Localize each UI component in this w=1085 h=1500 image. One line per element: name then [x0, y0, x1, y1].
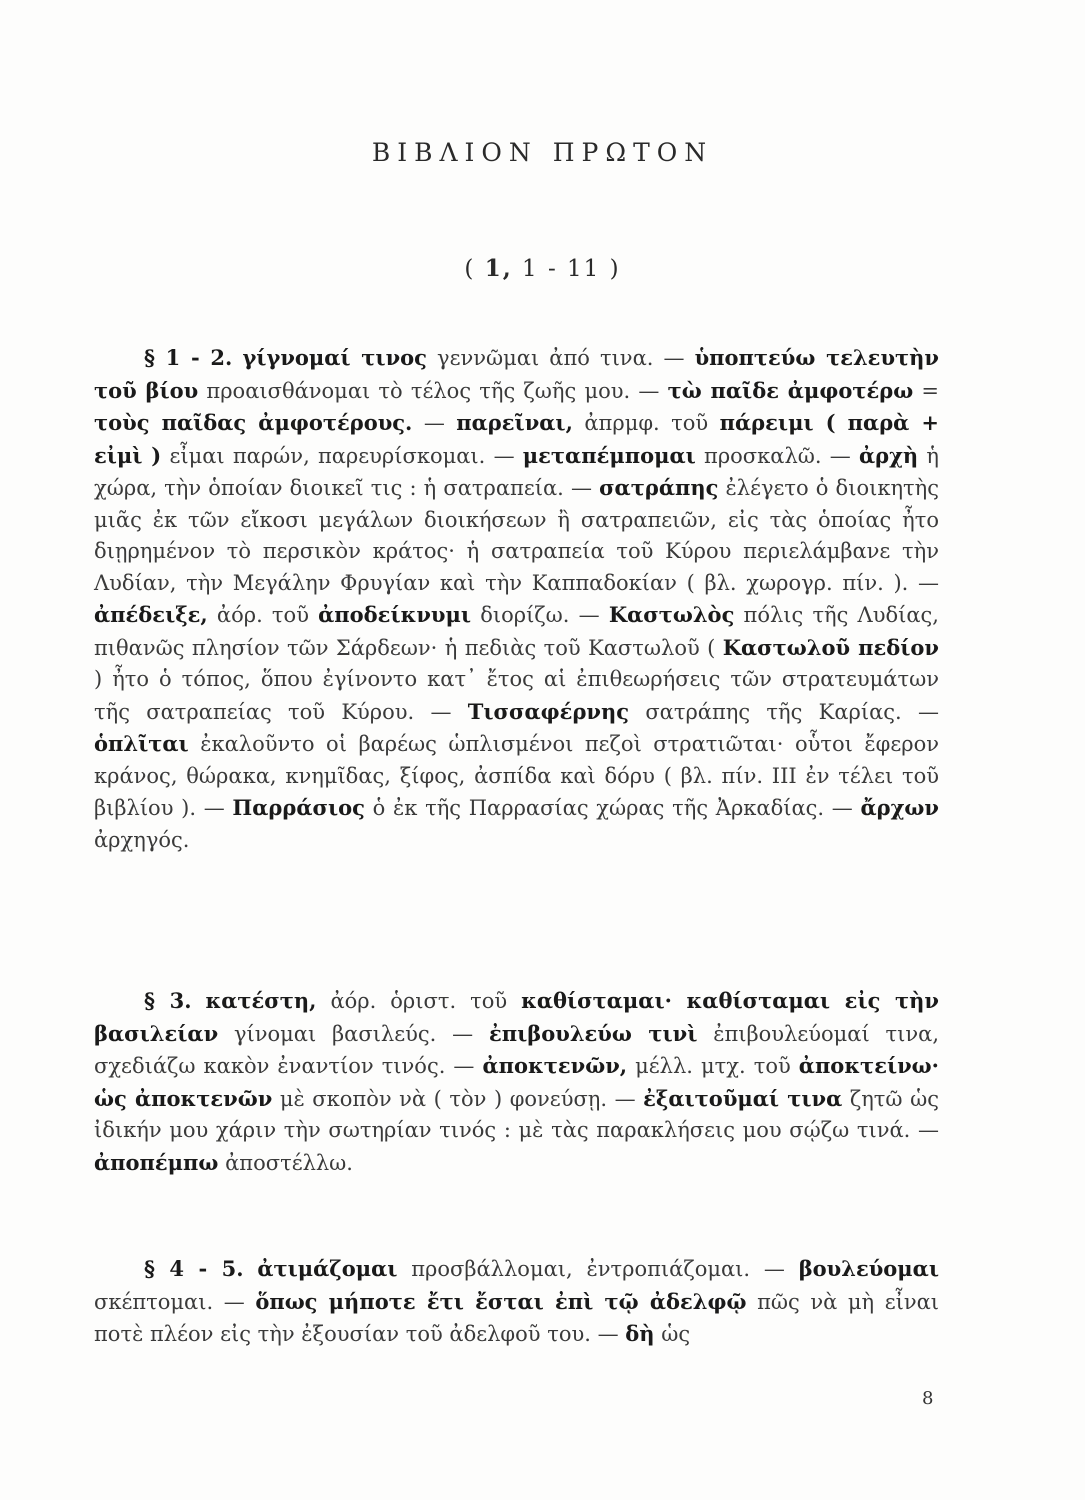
- chapter-reference: [0, 255, 1085, 282]
- section-3: [94, 985, 939, 1179]
- definition: ἀρχηγός.: [94, 827, 190, 852]
- definition: ἐκαλοῦντο οἱ βαρέως ὡπλισμένοι πεζοὶ στρατιῶται· οὗτοι ἔφερον κράνος, θώρακα, κνημῖδας, ξίφος, ἀσπίδα καὶ δόρυ ( βλ. πίν. III ἐν τέλει τοῦ βιβλίου ).: [94, 732, 939, 820]
- term: ἀποκτενῶν,: [482, 1053, 628, 1078]
- definition: γίνομαι βασιλεύς.: [233, 1021, 437, 1046]
- section-head: § 3.: [144, 988, 192, 1013]
- term: ἄρχων: [860, 795, 939, 820]
- definition: ἡ χώρα, τὴν ὁποίαν διοικεῖ τις : ἡ σατραπεία.: [94, 443, 940, 500]
- separator: —: [750, 1257, 799, 1281]
- term: γίγνομαί τινος: [242, 345, 427, 370]
- term: δὴ: [625, 1321, 655, 1346]
- separator: —: [196, 796, 233, 820]
- section-head: § 4 - 5.: [144, 1256, 244, 1281]
- separator: —: [607, 1086, 644, 1111]
- term: τοὺς παῖδας ἀμφοτέρους.: [94, 410, 413, 435]
- definition: ὁ ἐκ τῆς Παρρασίας χώρας τῆς Ἀρκαδίας.: [372, 796, 825, 820]
- definition: ἐλέγετο ὁ διοικητὴς μιᾶς ἐκ τῶν εἴκοσι μεγάλων διοικήσεων ἢ σατραπειῶν, εἰς τὰς ὁποίας ἦτο διῃρημένον τὸ περσικὸν κράτος· ἡ σατραπεία τοῦ Κύρου περιελάμβανε τὴν Λυδίαν, τὴν Μεγάλην Φρυγίαν καὶ τὴν Καππαδοκίαν ( βλ. χωρογρ. πίν. ).: [94, 476, 939, 595]
- definition: εἶμαι παρών, παρευρίσκομαι.: [169, 443, 486, 468]
- book-title: ΒΙΒΛΙΟΝ ΠΡΩΤΟΝ: [371, 138, 714, 167]
- term: ἀρχὴ: [858, 442, 919, 468]
- term: ἀποπέμπω: [94, 1149, 219, 1175]
- term: Καστωλοῦ πεδίον: [722, 634, 939, 660]
- definition: πῶς νὰ μὴ εἶναι ποτὲ πλέον εἰς τὴν ἐξουσίαν τοῦ ἀδελφοῦ του.: [94, 1289, 940, 1346]
- separator: —: [653, 346, 695, 370]
- term: πάρειμι ( παρὰ + εἰμὶ ): [94, 410, 940, 468]
- separator: —: [569, 603, 609, 627]
- definition: =: [913, 378, 939, 403]
- definition: γεννῶμαι ἀπό τινα.: [437, 346, 654, 370]
- definition: σατράπης τῆς Καρίας.: [645, 699, 902, 724]
- term: ὑποπτεύω τελευτὴν τοῦ βίου: [94, 345, 939, 403]
- section-paragraph: [94, 1253, 939, 1351]
- page-number: 8: [922, 1388, 934, 1409]
- section-paragraph: [94, 342, 939, 856]
- definition: ἀόρ. τοῦ: [216, 603, 309, 627]
- term: τὼ παῖδε ἀμφοτέρω: [667, 377, 914, 403]
- separator: —: [901, 699, 939, 724]
- separator: —: [590, 1322, 626, 1346]
- term: ἐπιβουλεύω τινὶ: [489, 1020, 698, 1046]
- term: ἐξαιτοῦμαί τινα: [643, 1085, 843, 1111]
- term: Παρράσιος: [232, 795, 365, 820]
- term: ἀποδείκνυμι: [318, 602, 472, 627]
- definition: ζητῶ ὡς ἰδικήν μου χάριν τὴν σωτηρίαν τινός : μὲ τὰς παρακλήσεις μου σῴζω τινά.: [94, 1086, 939, 1142]
- separator: —: [630, 378, 668, 403]
- separator: —: [414, 699, 468, 724]
- term: ὁπλῖται: [94, 731, 189, 756]
- section-4-5: [94, 1253, 939, 1351]
- section-head: § 1 - 2.: [144, 345, 233, 370]
- definition: προσβάλλομαι, ἐντροπιάζομαι.: [411, 1257, 751, 1281]
- definition: μὲ σκοπὸν νὰ ( τὸν ) φονεύσῃ.: [279, 1086, 608, 1111]
- term: ἀποκτείνω· ὡς ἀποκτενῶν: [94, 1053, 939, 1111]
- definition: μέλλ. μτχ. τοῦ: [635, 1054, 791, 1078]
- separator: —: [908, 570, 939, 595]
- separator: —: [821, 443, 859, 468]
- term: σατράπης: [599, 475, 719, 500]
- separator: —: [213, 1289, 256, 1314]
- separator: —: [910, 1118, 940, 1142]
- definition: ἀόρ. ὁριστ. τοῦ: [330, 989, 508, 1013]
- separator: —: [412, 411, 457, 435]
- term: μεταπέμπομαι: [522, 442, 696, 468]
- term: καθίσταμαι· καθίσταμαι εἰς τὴν βασιλείαν: [94, 988, 939, 1046]
- definition: προαισθάνομαι τὸ τέλος τῆς ζωῆς μου.: [206, 378, 631, 403]
- definition: ἀποστέλλω.: [225, 1150, 353, 1175]
- separator: —: [445, 1054, 483, 1078]
- definition: σκέπτομαι.: [94, 1289, 214, 1314]
- term: Καστωλὸς: [608, 602, 735, 627]
- definition: ἐπιβουλεύομαί τινα, σχεδιάζω κακὸν ἐναντίον τινός.: [94, 1021, 939, 1078]
- section-1-2: [94, 342, 939, 856]
- term: ἀπέδειξε,: [94, 602, 208, 627]
- definition: ὡς: [661, 1322, 691, 1346]
- separator: —: [563, 476, 600, 500]
- term: βουλεύομαι: [798, 1256, 939, 1281]
- definition: πόλις τῆς Λυδίας, πιθανῶς πλησίον τῶν Σάρδεων· ἡ πεδιὰς τοῦ Καστωλοῦ (: [94, 603, 939, 660]
- term: Τισσαφέρνης: [467, 698, 630, 724]
- chapter-ref-open: (: [464, 256, 485, 282]
- term: ἀτιμάζομαι: [257, 1256, 398, 1281]
- term: κατέστη,: [205, 988, 317, 1013]
- separator: —: [824, 796, 861, 820]
- term: ὅπως μήποτε ἔτι ἔσται ἐπὶ τῷ ἀδελφῷ: [255, 1288, 747, 1314]
- section-paragraph: [94, 985, 939, 1179]
- definition: προσκαλῶ.: [704, 443, 822, 468]
- definition: ἀπρμφ. τοῦ: [584, 411, 709, 435]
- chapter-ref-number: 1,: [484, 255, 513, 282]
- definition: ) ἦτο ὁ τόπος, ὅπου ἐγίνοντο κατ᾽ ἔτος αἱ ἐπιθεωρήσεις τῶν στρατευμάτων τῆς σατραπείας τοῦ Κύρου.: [94, 667, 939, 724]
- separator: —: [436, 1021, 489, 1046]
- definition: διορίζω.: [480, 603, 570, 627]
- term: παρεῖναι,: [456, 410, 573, 435]
- separator: —: [485, 443, 523, 468]
- chapter-ref-range: 1 - 11 ): [512, 256, 621, 282]
